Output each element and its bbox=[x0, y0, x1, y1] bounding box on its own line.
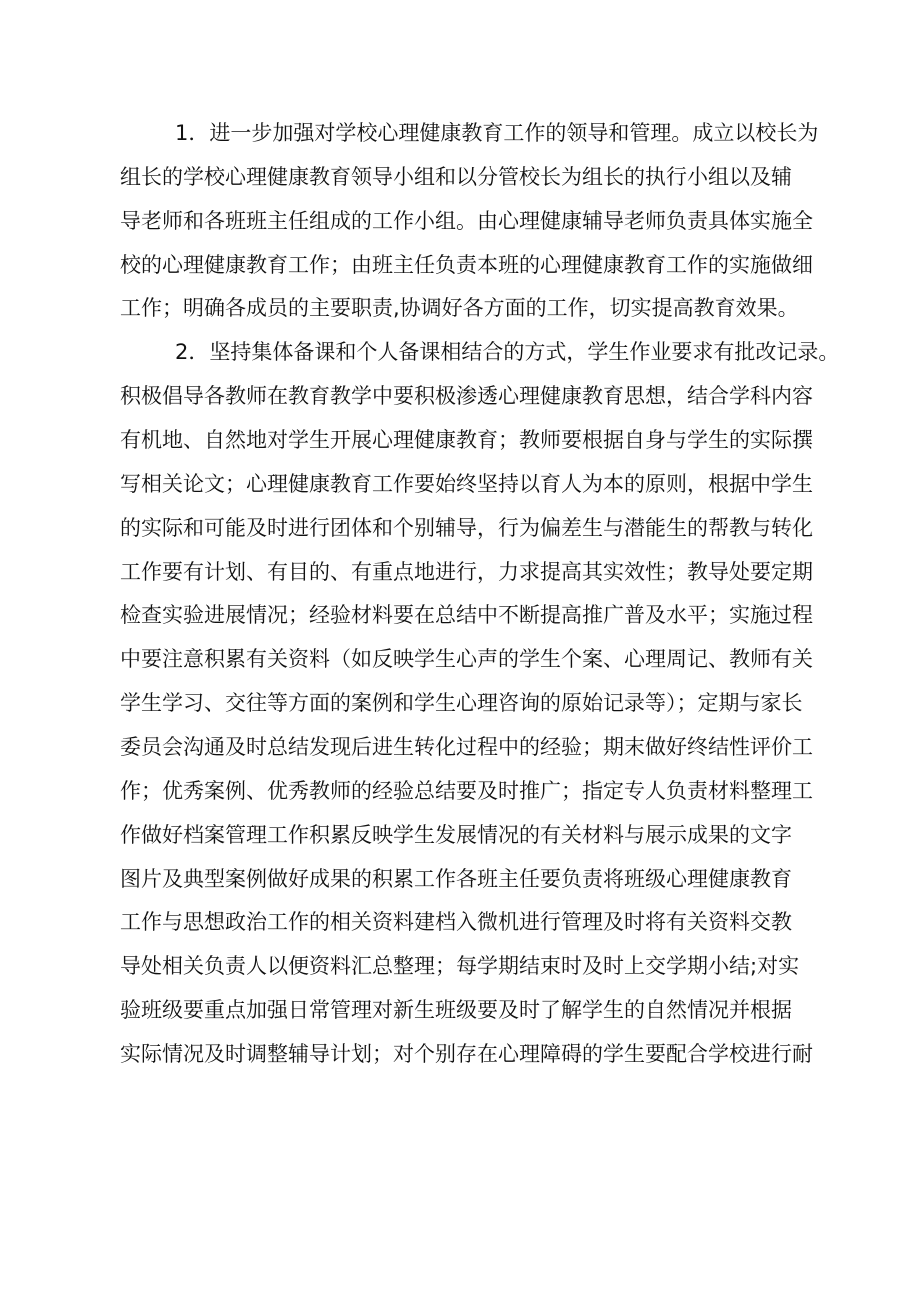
paragraph-line: 有机地、自然地对学生开展心理健康教育；教师要根据自身与学生的实际撰 bbox=[120, 428, 813, 453]
paragraph-line: 图片及典型案例做好成果的积累工作各班主任要负责将班级心理健康教育 bbox=[120, 866, 792, 891]
paragraph-line: 2．坚持集体备课和个人备课相结合的方式，学生作业要求有批改记录。 bbox=[175, 340, 840, 365]
paragraph-line: 校的心理健康教育工作；由班主任负责本班的心理健康教育工作的实施做细 bbox=[120, 252, 813, 277]
paragraph-line: 作；优秀案例、优秀教师的经验总结要及时推广；指定专人负责材料整理工 bbox=[120, 778, 813, 803]
paragraph-line: 的实际和可能及时进行团体和个别辅导，行为偏差生与潜能生的帮教与转化 bbox=[120, 515, 813, 540]
paragraph-line: 验班级要重点加强日常管理对新生班级要及时了解学生的自然情况并根据 bbox=[120, 998, 792, 1023]
paragraph-2 bbox=[120, 330, 840, 1076]
paragraph-1 bbox=[120, 111, 819, 330]
document-body bbox=[120, 111, 840, 1076]
paragraph-line: 组长的学校心理健康教育领导小组和以分管校长为组长的执行小组以及辅 bbox=[120, 164, 792, 189]
paragraph-line: 导老师和各班班主任组成的工作小组。由心理健康辅导老师负责具体实施全 bbox=[120, 208, 813, 233]
paragraph-line: 工作要有计划、有目的、有重点地进行，力求提高其实效性；教导处要定期 bbox=[120, 559, 813, 584]
paragraph-line: 委员会沟通及时总结发现后进生转化过程中的经验；期末做好终结性评价工 bbox=[120, 735, 813, 760]
paragraph-line: 积极倡导各教师在教育教学中要积极渗透心理健康教育思想，结合学科内容 bbox=[120, 384, 813, 409]
paragraph-line: 导处相关负责人以便资料汇总整理；每学期结束时及时上交学期小结;对实 bbox=[120, 954, 800, 979]
paragraph-line: 写相关论文；心理健康教育工作要始终坚持以育人为本的原则，根据中学生 bbox=[120, 471, 813, 496]
paragraph-line: 作做好档案管理工作积累反映学生发展情况的有关材料与展示成果的文字 bbox=[120, 822, 792, 847]
paragraph-line: 学生学习、交往等方面的案例和学生心理咨询的原始记录等）；定期与家长 bbox=[120, 691, 803, 716]
paragraph-line: 检查实验进展情况；经验材料要在总结中不断提高推广普及水平；实施过程 bbox=[120, 603, 813, 628]
paragraph-line: 工作；明确各成员的主要职责,协调好各方面的工作，切实提高教育效果。 bbox=[120, 296, 799, 321]
paragraph-line: 实际情况及时调整辅导计划；对个别存在心理障碍的学生要配合学校进行耐 bbox=[120, 1042, 813, 1067]
paragraph-line: 中要注意积累有关资料（如反映学生心声的学生个案、心理周记、教师有关 bbox=[120, 647, 813, 672]
paragraph-line: 1．进一步加强对学校心理健康教育工作的领导和管理。成立以校长为 bbox=[175, 121, 819, 145]
paragraph-line: 工作与思想政治工作的相关资料建档入微机进行管理及时将有关资料交教 bbox=[120, 910, 792, 935]
